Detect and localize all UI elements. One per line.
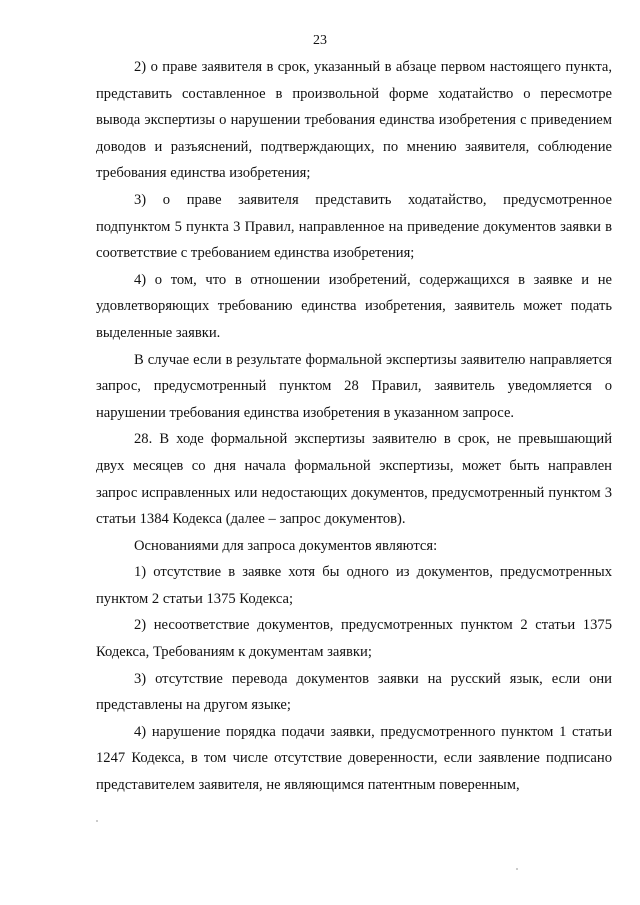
paragraph-section-28: 28. В ходе формальной экспертизы заявителю в срок, не превышающий двух месяцев со дня начала формальной экспертизы, может быть направлен запрос исправленных или недостающих документов, предусмотренный пунктом 3 статьи 1384 Кодекса (далее – запрос документов). xyxy=(96,431,612,528)
paragraph-ground-2: 2) несоответствие документов, предусмотренных пунктом 2 статьи 1375 Кодекса, Требованиям к документам заявки; xyxy=(96,617,612,661)
paragraph-grounds-heading: Основаниями для запроса документов являются: xyxy=(134,537,438,554)
paragraph-formal-exam-request: В случае если в результате формальной экспертизы заявителю направляется запрос, предусмотренный пунктом 28 Правил, заявитель уведомляется о нарушении требования единства изобретения в указанном запросе. xyxy=(96,351,612,421)
paragraph-item-4: 4) о том, что в отношении изобретений, содержащихся в заявке и не удовлетворяющих требованию единства изобретения, заявитель может подать выделенные заявки. xyxy=(96,271,612,341)
paragraph-item-3: 3) о праве заявителя представить ходатайство, предусмотренное подпунктом 5 пункта 3 Правил, направленное на приведение документов заявки в соответствие с требованием единства изобретения; xyxy=(96,191,612,262)
scan-speck xyxy=(96,820,98,822)
paragraph-ground-4: 4) нарушение порядка подачи заявки, предусмотренного пунктом 1 статьи 1247 Кодекса, в том числе отсутствие доверенности, если заявление подписано представителем заявителя, не являющимся патентным поверенным, xyxy=(96,723,612,794)
paragraph-ground-3: 3) отсутствие перевода документов заявки на русский язык, если они представлены на другом языке; xyxy=(96,670,612,714)
document-body xyxy=(96,54,612,799)
scan-speck xyxy=(516,868,518,870)
paragraph-item-2: 2) о праве заявителя в срок, указанный в абзаце первом настоящего пункта, представить составленное в произвольной форме ходатайство о пересмотре вывода экспертизы о нарушении требования единства изобретения с приведением доводов и разъяснений, подтверждающих, по мнению заявителя, соблюдение требования единства изобретения; xyxy=(96,59,612,182)
paragraph-ground-1: 1) отсутствие в заявке хотя бы одного из документов, предусмотренных пунктом 2 статьи 1375 Кодекса; xyxy=(96,564,612,607)
page-number: 23 xyxy=(313,33,327,48)
